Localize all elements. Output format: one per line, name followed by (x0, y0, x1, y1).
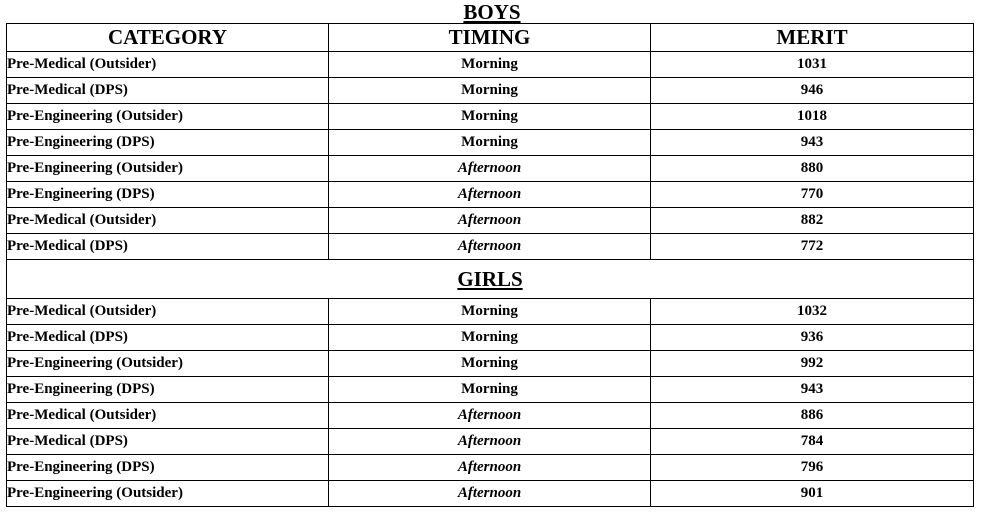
table-row (7, 130, 974, 156)
table-row (7, 104, 974, 130)
timing-cell: Morning (329, 52, 651, 78)
category-cell: Pre-Engineering (DPS) (7, 455, 329, 481)
girls-title-row (7, 260, 974, 299)
table-row (7, 325, 974, 351)
table-row (7, 377, 974, 403)
category-cell: Pre-Medical (Outsider) (7, 208, 329, 234)
merit-cell: 992 (651, 351, 974, 377)
timing-cell: Morning (329, 325, 651, 351)
merit-cell: 772 (651, 234, 974, 260)
table-row (7, 78, 974, 104)
merit-cell: 943 (651, 130, 974, 156)
table-row (7, 182, 974, 208)
timing-cell: Afternoon (329, 429, 651, 455)
category-cell: Pre-Engineering (Outsider) (7, 481, 329, 507)
girls-title-section (7, 260, 974, 299)
category-cell: Pre-Medical (DPS) (7, 429, 329, 455)
merit-cell: 882 (651, 208, 974, 234)
merit-cell: 880 (651, 156, 974, 182)
merit-cell: 901 (651, 481, 974, 507)
boys-rows (7, 52, 974, 260)
category-cell: Pre-Engineering (DPS) (7, 182, 329, 208)
merit-cell: 886 (651, 403, 974, 429)
table-row (7, 299, 974, 325)
timing-cell: Morning (329, 351, 651, 377)
table-row (7, 351, 974, 377)
girls-section-title: GIRLS (7, 260, 974, 299)
girls-rows (7, 299, 974, 507)
merit-table (6, 23, 974, 507)
timing-cell: Morning (329, 104, 651, 130)
table-row (7, 403, 974, 429)
timing-column-header: TIMING (329, 24, 651, 52)
category-cell: Pre-Engineering (Outsider) (7, 104, 329, 130)
merit-cell: 936 (651, 325, 974, 351)
merit-cell: 784 (651, 429, 974, 455)
merit-cell: 1032 (651, 299, 974, 325)
timing-cell: Afternoon (329, 455, 651, 481)
category-cell: Pre-Engineering (DPS) (7, 130, 329, 156)
table-row (7, 429, 974, 455)
category-column-header: CATEGORY (7, 24, 329, 52)
merit-cell: 946 (651, 78, 974, 104)
category-cell: Pre-Medical (DPS) (7, 325, 329, 351)
timing-cell: Afternoon (329, 403, 651, 429)
category-cell: Pre-Medical (DPS) (7, 234, 329, 260)
merit-cell: 1031 (651, 52, 974, 78)
timing-cell: Morning (329, 299, 651, 325)
table-row (7, 52, 974, 78)
timing-cell: Afternoon (329, 208, 651, 234)
header-row (7, 24, 974, 52)
category-cell: Pre-Engineering (Outsider) (7, 351, 329, 377)
table-row (7, 481, 974, 507)
category-cell: Pre-Engineering (DPS) (7, 377, 329, 403)
category-cell: Pre-Medical (Outsider) (7, 52, 329, 78)
table-row (7, 455, 974, 481)
timing-cell: Morning (329, 78, 651, 104)
boys-section-title: BOYS (463, 0, 521, 24)
merit-cell: 1018 (651, 104, 974, 130)
merit-cell: 796 (651, 455, 974, 481)
category-cell: Pre-Medical (Outsider) (7, 299, 329, 325)
timing-cell: Afternoon (329, 234, 651, 260)
category-cell: Pre-Engineering (Outsider) (7, 156, 329, 182)
merit-column-header: MERIT (651, 24, 974, 52)
category-cell: Pre-Medical (Outsider) (7, 403, 329, 429)
timing-cell: Morning (329, 130, 651, 156)
timing-cell: Morning (329, 377, 651, 403)
table-row (7, 156, 974, 182)
timing-cell: Afternoon (329, 182, 651, 208)
timing-cell: Afternoon (329, 156, 651, 182)
merit-cell: 943 (651, 377, 974, 403)
timing-cell: Afternoon (329, 481, 651, 507)
table-row (7, 208, 974, 234)
category-cell: Pre-Medical (DPS) (7, 78, 329, 104)
merit-cell: 770 (651, 182, 974, 208)
table-row (7, 234, 974, 260)
